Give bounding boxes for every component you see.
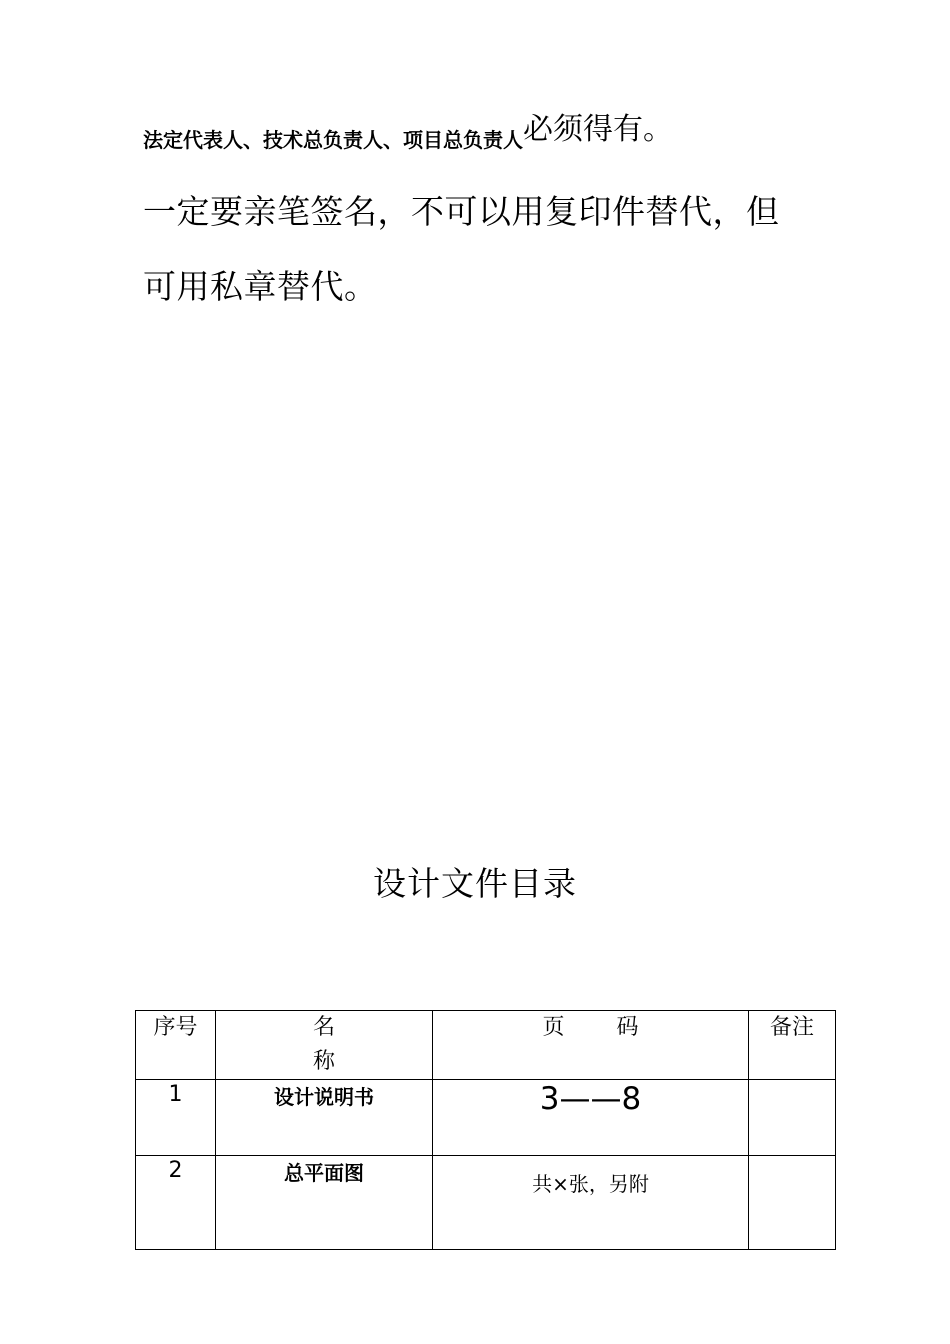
row-name: 设计说明书 <box>216 1080 433 1156</box>
table-header-row <box>136 1011 836 1080</box>
row-page: 3——8 <box>433 1080 749 1156</box>
design-file-catalog-table <box>135 1010 836 1250</box>
row-seq: 2 <box>136 1156 216 1250</box>
header-page <box>433 1011 749 1080</box>
header-seq <box>136 1011 216 1080</box>
row-remark <box>749 1156 836 1250</box>
intro-line-1 <box>143 112 673 156</box>
table-row <box>136 1156 836 1250</box>
intro-line-2: 一定要亲笔签名，不可以用复印件替代，但 <box>143 192 780 231</box>
header-remark-label: 备注 <box>769 1015 814 1040</box>
header-seq-label: 序号 <box>153 1015 198 1040</box>
header-page-label: 页码 <box>542 1015 691 1040</box>
header-name <box>216 1011 433 1080</box>
requirement-text: 必须得有。 <box>523 112 673 147</box>
row-page: 共×张，另附 <box>433 1156 749 1250</box>
catalog-title: 设计文件目录 <box>373 864 577 903</box>
row-remark <box>749 1080 836 1156</box>
responsible-persons-text: 法定代表人、技术总负责人、项目总负责人 <box>143 128 523 152</box>
row-name: 总平面图 <box>216 1156 433 1250</box>
header-name-label: 名称 <box>312 1015 403 1074</box>
intro-line-3: 可用私章替代。 <box>143 267 378 306</box>
header-remark <box>749 1011 836 1080</box>
row-seq: 1 <box>136 1080 216 1156</box>
table-row <box>136 1080 836 1156</box>
